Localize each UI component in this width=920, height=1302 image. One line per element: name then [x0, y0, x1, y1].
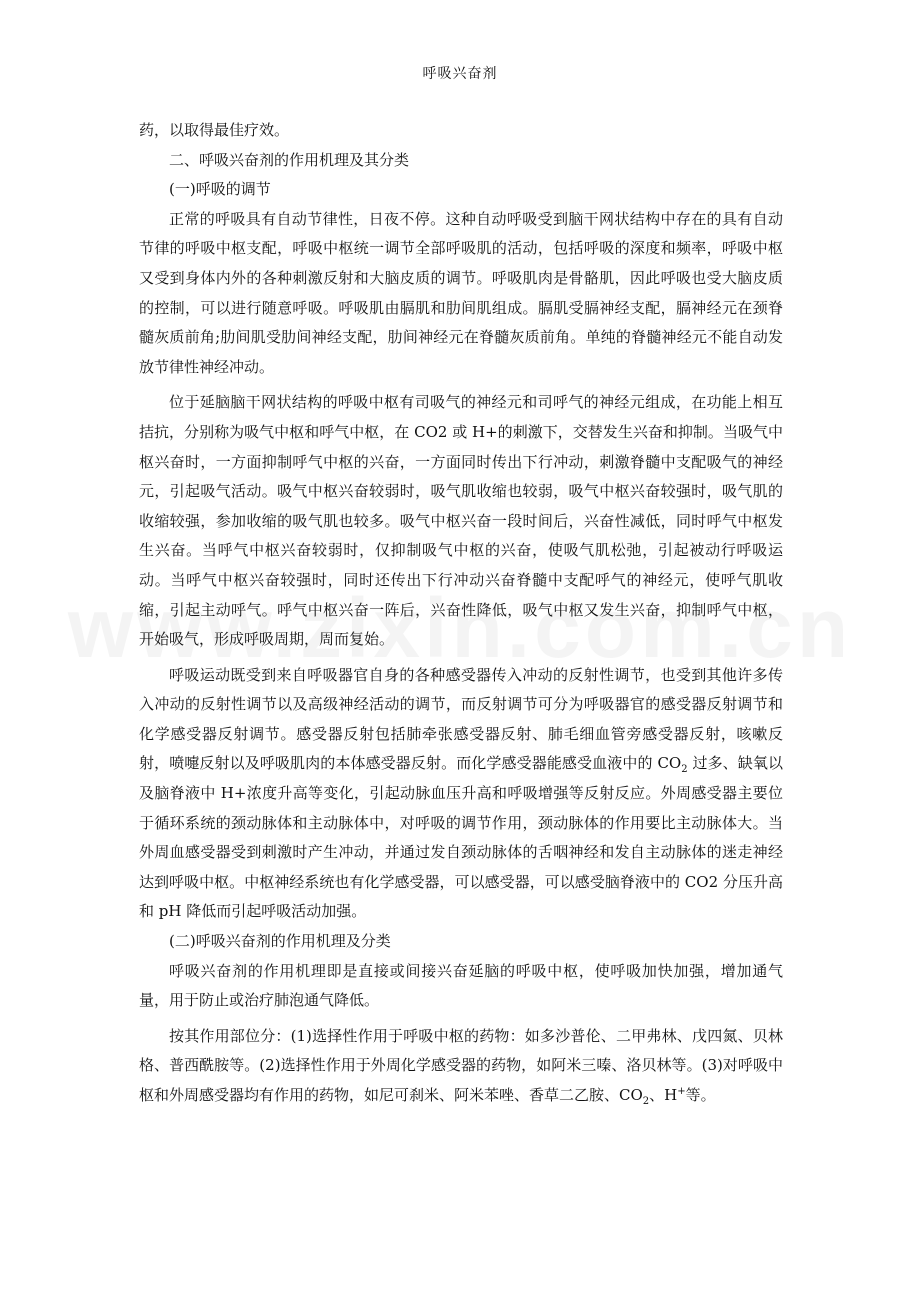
- paragraph: [139, 1022, 783, 1111]
- subscript: 2: [642, 1096, 650, 1107]
- paragraph: [139, 661, 783, 927]
- paragraph-text: 过多、缺氧以及脑脊液中 H+浓度升高等变化，引起动脉血压升高和呼吸增强等反射反应。外周感受器主要位于循环系统的颈动脉体和主动脉体中，对呼吸的调节作用，颈动脉体的作用要比主动脉体大。当外周血感受器受到刺激时产生冲动，并通过发自颈动脉体的舌咽神经和发自主动脉体的迷走神经达到呼吸中枢。中枢神经系统也有化学感受器，可以感受器，可以感受脑脊液中的 CO2 分压升高和 pH 降低而引起呼吸活动加强。: [139, 754, 783, 921]
- paragraph: 位于延脑脑干网状结构的呼吸中枢有司吸气的神经元和司呼气的神经元组成，在功能上相互拮抗，分别称为吸气中枢和呼气中枢，在 CO2 或 H+的刺激下，交替发生兴奋和抑制。当吸气中枢兴奋时，一方面抑制呼气中枢的兴奋，一方面同时传出下行冲动，刺激脊髓中支配吸气的神经元，引起吸气活动。吸气中枢兴奋较弱时，吸气肌收缩也较弱，吸气中枢兴奋较强时，吸气肌的收缩较强，参加收缩的吸气肌也较多。吸气中枢兴奋一段时间后，兴奋性减低，同时呼气中枢发生兴奋。当呼气中枢兴奋较弱时，仅抑制吸气中枢的兴奋，使吸气肌松弛，引起被动行呼吸运动。当呼气中枢兴奋较强时，同时还传出下行冲动兴奋脊髓中支配呼气的神经元，使呼气肌收缩，引起主动呼气。呼气中枢兴奋一阵后，兴奋性降低，吸气中枢又发生兴奋，抑制呼气中枢，开始吸气，形成呼吸周期，周而复始。: [139, 393, 783, 649]
- superscript: +: [677, 1086, 686, 1097]
- section-heading: 二、呼吸兴奋剂的作用机理及其分类: [169, 150, 410, 169]
- document-body: [139, 116, 783, 1111]
- subscript: 2: [681, 764, 688, 776]
- paragraph-text: 等。: [685, 1086, 716, 1104]
- page-header-title: 呼吸兴奋剂: [422, 66, 498, 82]
- paragraph-text: 呼吸运动既受到来自呼吸器官自身的各种感受器传入冲动的反射性调节，也受到其他许多传入冲动的反射性调节以及高级神经活动的调节，而反射调节可分为呼吸器官的感受器反射调节和化学感受器反射调节。感受器反射包括肺牵张感受器反射、肺毛细血管旁感受器反射，咳嗽反射，喷嚏反射以及呼吸肌肉的本体感受器反射。而化学感受器能感受血液中的 CO: [139, 665, 783, 773]
- paragraph-text: 、H: [649, 1086, 678, 1104]
- paragraph: 正常的呼吸具有自动节律性，日夜不停。这种自动呼吸受到脑干网状结构中存在的具有自动节律的呼吸中枢支配，呼吸中枢统一调节全部呼吸肌的活动，包括呼吸的深度和频率，呼吸中枢又受到身体内外的各种刺激反射和大脑皮质的调节。呼吸肌肉是骨骼肌，因此呼吸也受大脑皮质的控制，可以进行随意呼吸。呼吸肌由膈肌和肋间肌组成。膈肌受膈神经支配，膈神经元在颈脊髓灰质前角;肋间肌受肋间神经支配，肋间神经元在脊髓灰质前角。单纯的脊髓神经元不能自动发放节律性神经冲动。: [139, 209, 783, 376]
- paragraph: 呼吸兴奋剂的作用机理即是直接或间接兴奋延脑的呼吸中枢，使呼吸加快加强，增加通气量，用于防止或治疗肺泡通气降低。: [139, 961, 783, 1010]
- subsection-heading: (二)呼吸兴奋剂的作用机理及分类: [169, 932, 391, 951]
- subsection-heading: (一)呼吸的调节: [169, 180, 271, 199]
- paragraph-continuation: 药，以取得最佳疗效。: [139, 121, 290, 139]
- paragraph-text: 按其作用部位分：(1)选择性作用于呼吸中枢的药物：如多沙普伦、二甲弗林、戊四氮、贝林格、普西酰胺等。(2)选择性作用于外周化学感受器的药物，如阿米三嗪、洛贝林等。(3)对呼吸中枢和外周感受器均有作用的药物，如尼可刹米、阿米苯唑、香草二乙胺、CO: [139, 1026, 783, 1104]
